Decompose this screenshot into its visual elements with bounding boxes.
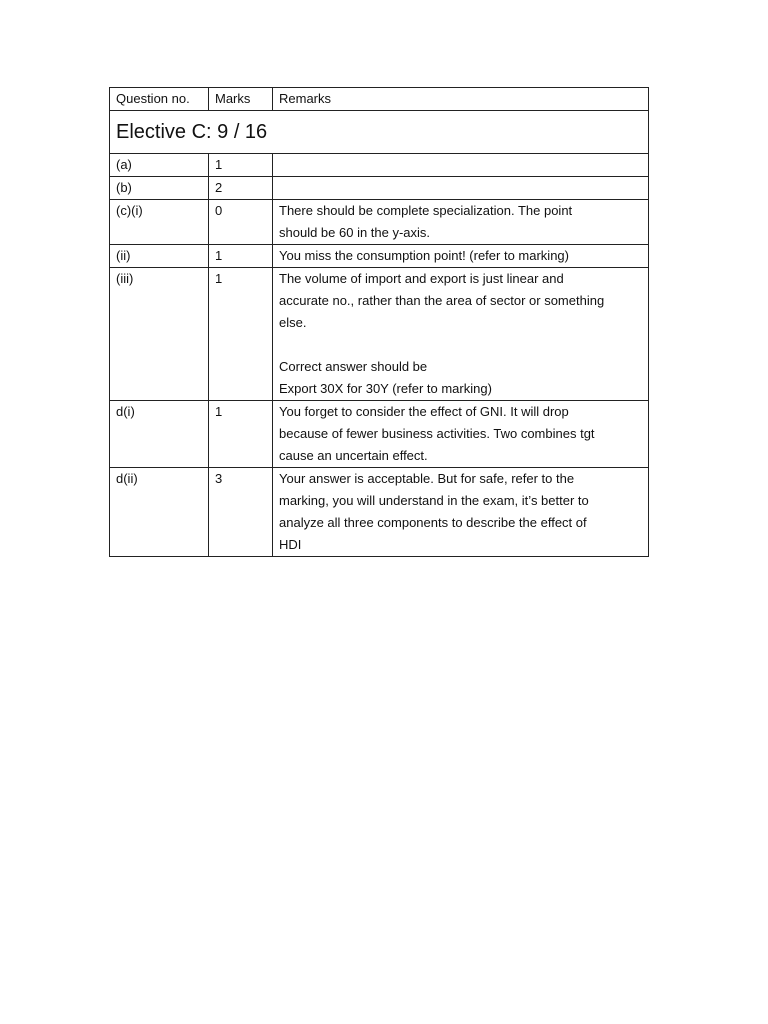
marking-table-body [110, 88, 649, 557]
question-cell: (a) [110, 154, 209, 177]
header-question: Question no. [110, 88, 209, 111]
marks-cell: 1 [209, 154, 273, 177]
marking-table [109, 87, 649, 557]
remark-line: because of fewer business activities. Two combines tgt [279, 426, 595, 441]
remarks-cell [273, 468, 649, 557]
remark-line: marking, you will understand in the exam, it’s better to [279, 493, 589, 508]
remark-line: cause an uncertain effect. [279, 448, 428, 463]
marks-cell: 1 [209, 245, 273, 268]
question-cell: (c)(i) [110, 200, 209, 245]
table-row [110, 468, 649, 557]
remarks-cell [273, 177, 649, 200]
remarks-cell [273, 245, 649, 268]
table-row [110, 154, 649, 177]
remark-line: There should be complete specialization. The point [279, 203, 573, 218]
table-row [110, 200, 649, 245]
question-cell: (ii) [110, 245, 209, 268]
remark-line: The volume of import and export is just linear and [279, 271, 564, 286]
header-row [110, 88, 649, 111]
section-title: Elective C: 9 / 16 [110, 111, 649, 154]
remarks-cell [273, 401, 649, 468]
marks-cell: 1 [209, 401, 273, 468]
remarks-cell [273, 154, 649, 177]
header-marks: Marks [209, 88, 273, 111]
remark-line [279, 177, 642, 199]
header-remarks: Remarks [273, 88, 649, 111]
remark-line: should be 60 in the y-axis. [279, 225, 431, 240]
remark-line [279, 334, 642, 356]
remark-line: You miss the consumption point! (refer to marking) [279, 248, 569, 263]
remarks-cell [273, 200, 649, 245]
remark-line: else. [279, 315, 307, 330]
remark-line: Correct answer should be [279, 359, 428, 374]
question-cell: d(i) [110, 401, 209, 468]
table-row [110, 177, 649, 200]
question-cell: (iii) [110, 268, 209, 401]
table-row [110, 268, 649, 401]
marks-cell: 3 [209, 468, 273, 557]
remark-line: Export 30X for 30Y (refer to marking) [279, 381, 492, 396]
marks-cell: 1 [209, 268, 273, 401]
question-cell: (b) [110, 177, 209, 200]
marks-cell: 2 [209, 177, 273, 200]
remarks-cell [273, 268, 649, 401]
remark-line: accurate no., rather than the area of sector or something [279, 293, 605, 308]
table-row [110, 245, 649, 268]
remark-line: analyze all three components to describe the effect of [279, 515, 587, 530]
section-row [110, 111, 649, 154]
remark-line: You forget to consider the effect of GNI. It will drop [279, 404, 569, 419]
remark-line: Your answer is acceptable. But for safe, refer to the [279, 471, 575, 486]
remark-line: HDI [279, 537, 302, 552]
remark-line [279, 154, 642, 176]
question-cell: d(ii) [110, 468, 209, 557]
marks-cell: 0 [209, 200, 273, 245]
table-row [110, 401, 649, 468]
